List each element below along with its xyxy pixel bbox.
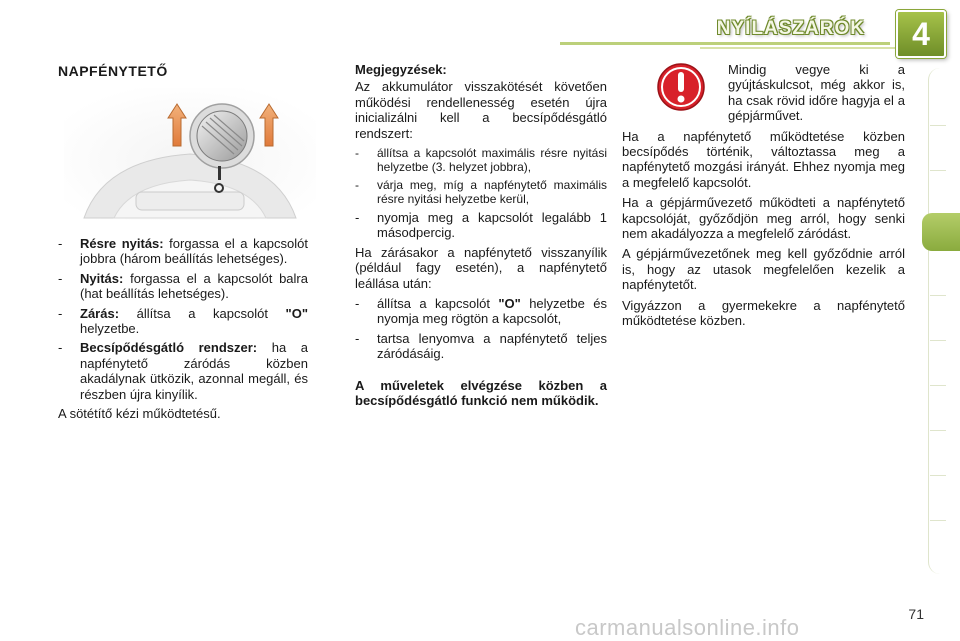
safety-paragraph: A gépjárművezetőnek meg kell győződnie arról is, hogy az utasok megfelelően kezelik a napfénytetőt. [622,246,905,293]
list-item: - nyomja meg a kapcsolót legalább 1 másodpercig. [355,210,607,241]
list-item: - várja meg, míg a napfénytető maximális résre nyitási helyzetbe kerül, [355,178,607,207]
item-label: Résre nyitás: [80,236,164,251]
header-stripe [560,42,890,45]
bold-note: A műveletek elvégzése közben a becsípődésgátló funkció nem működik. [355,377,607,409]
footer-note: A sötétítő kézi működtetésű. [58,406,221,422]
chapter-side-tabs [928,68,951,574]
list-item: - állítsa a kapcsolót maximális résre nyitási helyzetbe (3. helyzet jobbra), [355,146,607,175]
side-tab-divider [930,430,946,431]
notes-paragraph: Ha zárásakor a napfénytető visszanyílik (például fagy esetén), a napfénytető leállása után: [355,244,607,291]
side-tab-divider [930,125,946,126]
chapter-title: NYÍLÁSZÁRÓK [716,18,865,39]
warning-block [622,62,905,129]
page-number: 71 [908,606,924,622]
side-tab-divider [930,385,946,386]
sunroof-switch-illustration [64,88,316,220]
list-item: - tartsa lenyomva a napfénytető teljes záródásáig. [355,330,607,362]
list-item: - Nyitás: forgassa el a kapcsolót balra (hat beállítás lehetséges). [58,270,308,302]
left-column [58,236,308,426]
section-heading: NAPFÉNYTETŐ [58,63,168,79]
item-label: Nyitás: [80,270,124,286]
warning-icon [656,62,706,112]
watermark: carmanualsonline.info [575,615,800,640]
side-tab-divider [930,170,946,171]
notes-intro: Az akkumulátor visszakötését követően működési rendellenesség esetén újra inicializálni kell a becsípődésgátló rendszert: [355,79,607,141]
side-tab-divider [930,475,946,476]
side-tab-active[interactable] [922,213,960,251]
warning-text: Mindig vegye ki a gyújtáskulcsot, még akkor is, ha csak rövid időre hagyja el a gépjárművet. [728,62,905,124]
header-stripe-secondary [700,47,910,49]
list-item: - Résre nyitás: forgassa el a kapcsolót jobbra (három beállítás lehetséges). [58,236,308,267]
chapter-number-badge: 4 [896,10,946,58]
safety-paragraph: Ha a napfénytető működtetése közben becsípődés történik, változtassa meg a napfénytető mozgási irányát. Ehhez nyomja meg a megfelelő kapcsolót. [622,128,905,190]
list-item: - Becsípődésgátló rendszer: ha a napfénytető záródás közben akadálynak ütközik, azonnal megáll, és részben újra kinyílik. [58,340,309,402]
side-tab-divider [930,520,946,521]
item-label: Zárás: [80,305,120,321]
item-label: Becsípődésgátló rendszer: [80,340,258,356]
side-tab-divider [930,340,946,341]
middle-column [355,62,607,414]
side-tab-divider [930,295,946,296]
notes-heading: Megjegyzések: [355,62,447,77]
safety-paragraph: Ha a gépjárművezető működteti a napfénytető kapcsolóját, győződjön meg arról, hogy senki nem akadályozza a megfelelő záródást. [622,195,905,242]
right-column [622,62,905,334]
safety-paragraph: Vigyázzon a gyermekekre a napfénytető működtetése közben. [622,297,905,329]
list-item: - állítsa a kapcsolót "O" helyzetbe és nyomja meg rögtön a kapcsolót, [355,296,607,327]
list-item: - Zárás: állítsa a kapcsolót "O" helyzetbe. [58,305,308,337]
